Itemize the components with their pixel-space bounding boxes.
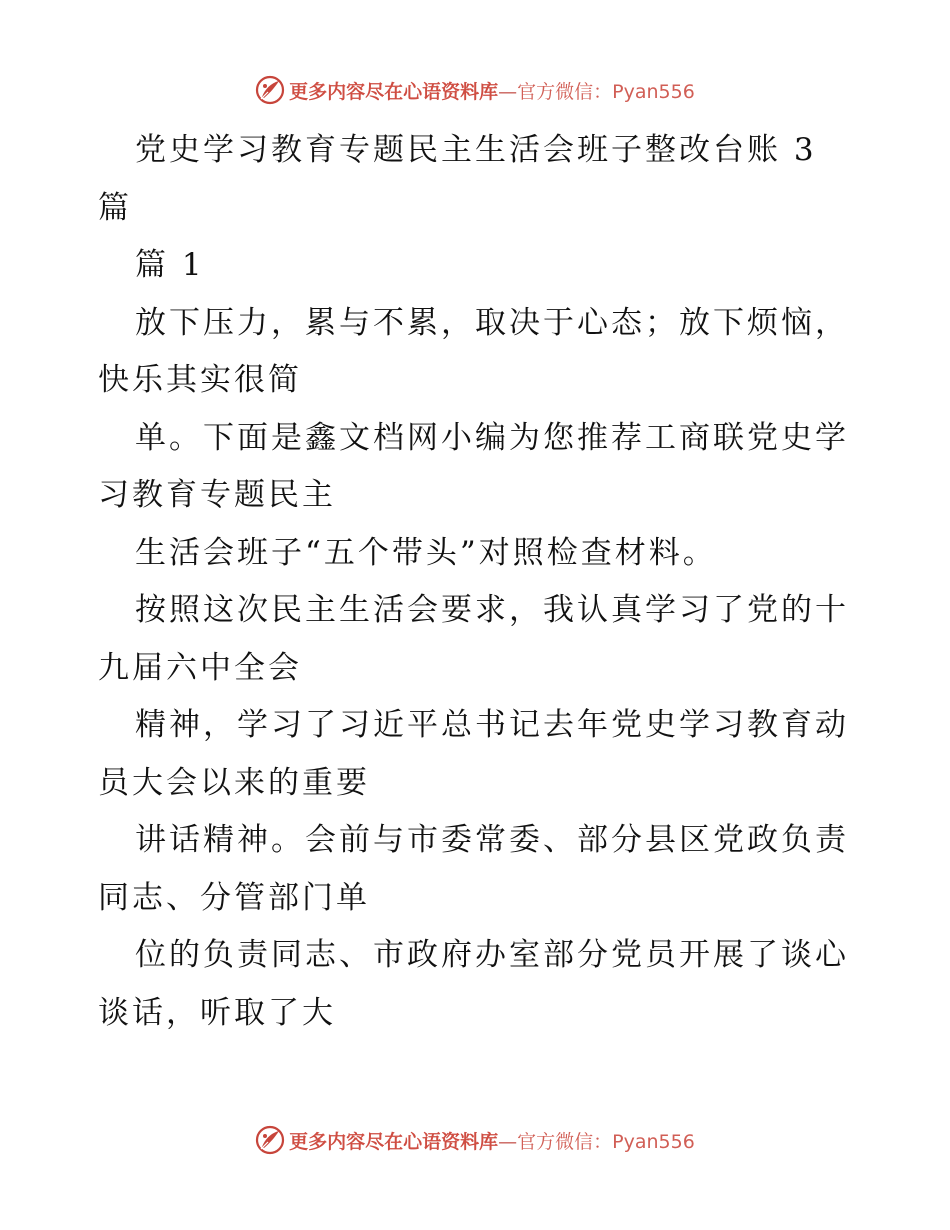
paragraph-line: 九届六中全会 <box>98 649 302 686</box>
banner-site-name: 更多内容尽在心语资料库 <box>289 1130 499 1153</box>
paragraph <box>98 927 858 1042</box>
paragraph <box>98 410 858 525</box>
banner-separator: — <box>498 80 518 103</box>
paragraph-line: 快乐其实很简 <box>98 362 302 398</box>
paragraph-line: 单。下面是鑫文档网小编为您推荐工商联党史学 <box>135 419 849 456</box>
title-line-1: 党史学习教育专题民主生活会班子整改台账 3 <box>135 132 817 168</box>
paragraph-line: 习教育专题民主 <box>98 477 336 513</box>
section-heading <box>98 237 858 295</box>
header-banner <box>0 70 950 110</box>
document-body <box>98 122 858 1042</box>
paragraph <box>98 525 858 583</box>
section-label: 篇 1 <box>135 247 205 283</box>
paragraph-line: 讲话精神。会前与市委常委、部分县区党政负责 <box>135 822 849 858</box>
banner-separator: — <box>498 1130 518 1153</box>
paragraph-line: 同志、分管部门单 <box>98 879 370 916</box>
paragraph <box>98 582 858 697</box>
paragraph <box>98 295 858 410</box>
paragraph-line: 员大会以来的重要 <box>98 764 370 801</box>
banner-wechat: 官方微信：Pyan556 <box>517 1130 695 1153</box>
paragraph-line: 按照这次民主生活会要求，我认真学习了党的十 <box>135 592 849 628</box>
feather-logo-icon <box>255 1125 285 1155</box>
paragraph-line: 放下压力，累与不累，取决于心态；放下烦恼， <box>135 304 849 341</box>
document-title <box>98 122 858 237</box>
feather-logo-icon <box>255 75 285 105</box>
banner-site-name: 更多内容尽在心语资料库 <box>289 80 499 103</box>
paragraph-line: 生活会班子“五个带头”对照检查材料。 <box>135 534 717 571</box>
footer-banner-text <box>289 1127 695 1154</box>
paragraph-line: 位的负责同志、市政府办室部分党员开展了谈心 <box>135 937 849 973</box>
paragraph <box>98 812 858 927</box>
title-line-2: 篇 <box>98 189 132 226</box>
paragraph-line: 精神，学习了习近平总书记去年党史学习教育动 <box>135 707 849 743</box>
footer-banner <box>0 1120 950 1160</box>
header-banner-text <box>289 77 695 104</box>
banner-wechat: 官方微信：Pyan556 <box>517 80 695 103</box>
paragraph-line: 谈话，听取了大 <box>98 994 336 1031</box>
paragraph <box>98 697 858 812</box>
